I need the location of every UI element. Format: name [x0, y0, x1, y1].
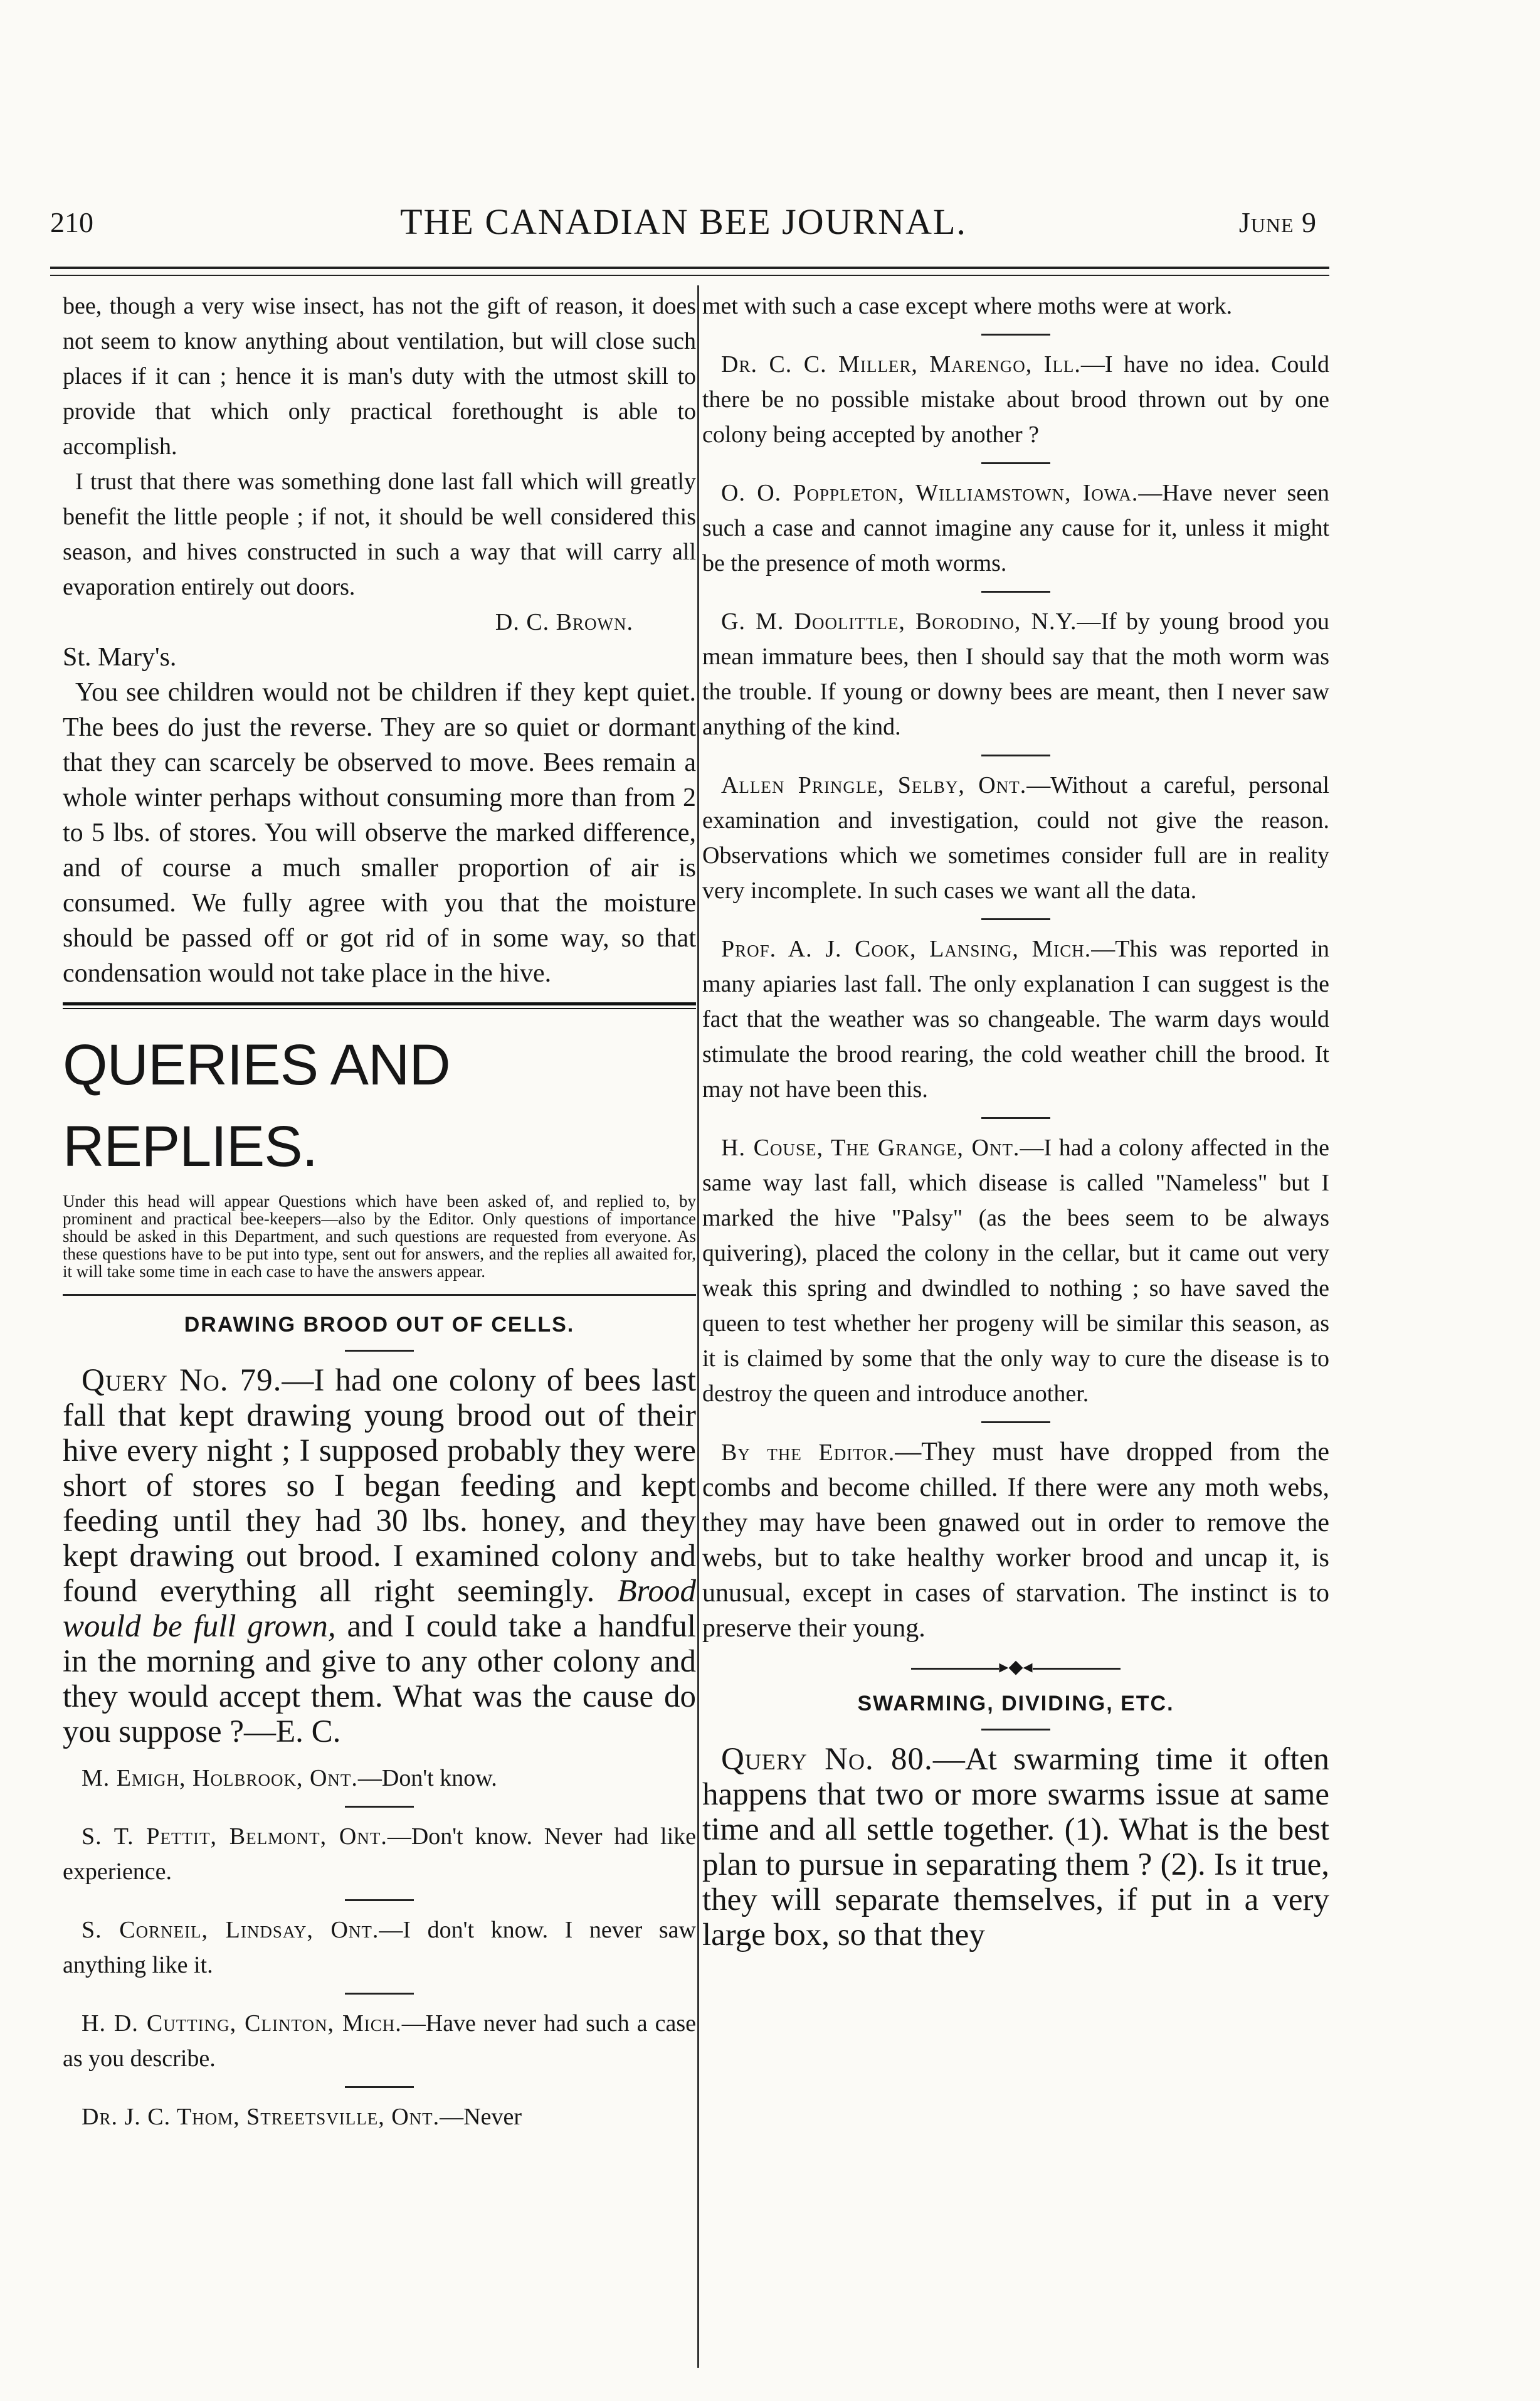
page-number: 210 — [50, 206, 93, 238]
reply-continued: met with such a case except where moths were at work. — [702, 293, 1233, 319]
reply-author: Dr. J. C. Thom, Streetsville, Ont. — [82, 2104, 440, 2130]
reply — [63, 2099, 696, 2134]
reply-text: —Have never had such a case as you describe. — [63, 2010, 696, 2072]
reply-author: H. Couse, The Grange, Ont. — [721, 1135, 1020, 1161]
reply-author: G. M. Doolittle, Borodino, N.Y. — [721, 608, 1077, 635]
divider-dash — [345, 1993, 414, 1995]
right-column — [702, 289, 1329, 1953]
reply-author: O. O. Poppleton, Williamstown, Iowa. — [721, 480, 1139, 506]
divider-dash — [981, 755, 1050, 756]
header-rule-top — [50, 267, 1329, 269]
reply-author: Allen Pringle, Selby, Ont. — [721, 772, 1027, 798]
query-lead: Query No. 79. — [82, 1363, 282, 1398]
divider-dash — [981, 1729, 1050, 1731]
query-text: —I had one colony of bees last fall that kept drawing young brood out of their hive every night ; I supposed probably they were short of stores so I began feeding and kept feeding until they had 30 lbs. honey, and they kept drawing out brood. I examined colony and found everything all right seemingly. — [63, 1363, 696, 1609]
divider-dash — [981, 1421, 1050, 1423]
query-subheading: SWARMING, DIVIDING, ETC. — [857, 1692, 1174, 1715]
reply — [702, 475, 1329, 581]
reply — [702, 604, 1329, 745]
divider-dash — [345, 1806, 414, 1808]
reply-text: —I have no idea. Could there be no possible mistake about brood thrown out by one colony being accepted by another ? — [702, 351, 1329, 448]
reply — [63, 1912, 696, 1983]
reply-text: —If by young brood you mean immature bees, then I should say that the moth worm was the trouble. If young or downy bees are meant, then I never saw anything of the kind. — [702, 608, 1330, 740]
article-paragraph: I trust that there was something done last fall which will greatly benefit the little people ; if not, it should be well considered this season, and hives constructed in such a way that will carry all evaporation entirely out doors. — [63, 469, 696, 600]
left-column — [63, 289, 696, 2134]
author-signature: D. C. Brown. — [495, 609, 633, 635]
reply — [63, 1761, 696, 1796]
reply — [702, 931, 1329, 1107]
reply — [702, 768, 1329, 908]
reply-author: Prof. A. J. Cook, Lansing, Mich. — [721, 936, 1092, 962]
reply-author: H. D. Cutting, Clinton, Mich. — [82, 2010, 402, 2037]
issue-date: June 9 — [1238, 206, 1317, 238]
header-rule-bottom — [50, 275, 1329, 276]
query-subheading: DRAWING BROOD OUT OF CELLS. — [184, 1313, 575, 1337]
reply-author: By the Editor. — [721, 1439, 895, 1466]
reply — [63, 2006, 696, 2076]
reply-text: —Don't know. Never had like experience. — [63, 1823, 697, 1885]
page-header — [50, 201, 1317, 251]
divider-dash — [981, 1117, 1050, 1119]
reply-text: —They must have dropped from the combs and become chilled. If there were any moth webs, they may have been gnawed out in order to remove the webs, but to take healthy worker brood and uncap it, is unusual, except in cases of starvation. The instinct is to preserve their young. — [702, 1438, 1329, 1643]
divider-dash — [981, 334, 1050, 336]
divider-dash — [345, 2086, 414, 2088]
intro-rule — [63, 1294, 696, 1296]
reply-text: —Have never seen such a case and cannot imagine any cause for it, unless it might be the presence of moth worms. — [702, 480, 1329, 576]
editor-note: You see children would not be children if they kept quiet. The bees do just the reverse. They are so quiet or dormant that they can scarcely be observed to move. Bees remain a whole winter perhaps without consuming more than from 2 to 5 lbs. of stores. You will observe the marked difference, and of course a much smaller proportion of air is consumed. We fully agree with you that the moisture should be passed off or got rid of in some way, so that condensation would not take place in the hive. — [63, 678, 696, 988]
section-intro: Under this head will appear Questions which have been asked of, and replied to, by prominent and practical bee-keepers—also by the Editor. Only questions of importance should be asked in this Department, and such questions are requested from everyone. As these questions have to be put into type, sent out for answers, and the replies all awaited for, it will take some time in each case to have the answers appear. — [63, 1192, 696, 1281]
divider-dash — [345, 1350, 414, 1352]
reply-author: S. T. Pettit, Belmont, Ont. — [82, 1823, 388, 1850]
reply — [702, 1130, 1329, 1411]
query-lead: Query No. 80. — [721, 1742, 933, 1777]
divider-dash — [981, 918, 1050, 920]
divider-dash — [345, 1899, 414, 1901]
reply-text: —Don't know. — [357, 1765, 497, 1791]
column-divider — [697, 285, 699, 2368]
reply-text: —Without a careful, personal examination and investigation, could not give the reason. Observations which we sometimes consider full are in reality very incomplete. In such cases we want all the data. — [702, 772, 1329, 904]
reply-text: —I don't know. I never saw anything like it. — [63, 1917, 696, 1978]
section-rule — [63, 1002, 696, 1009]
reply-author: Dr. C. C. Miller, Marengo, Ill. — [721, 351, 1081, 378]
reply-text: —Never — [440, 2104, 522, 2130]
ornament-rule: ▸◆◂ — [702, 1655, 1329, 1680]
reply-text: —I had a colony affected in the same way last fall, which disease is called "Nameless" but I marked the hive "Palsy" (as the bees seem to be always quivering), placed the colony in the cellar, but it came out very weak this spring and dwindled to nothing ; so have saved the queen to test whether her progeny will be similar this season, as it is claimed by some that the only way to cure the disease is to destroy the queen and introduce another. — [702, 1135, 1329, 1407]
article-paragraph: bee, though a very wise insect, has not the gift of reason, it does not seem to know anything about ventilation, but will close such places if it can ; hence it is man's duty with the utmost skill to provide that which only practical forethought is able to accomplish. — [63, 293, 696, 460]
journal-title: THE CANADIAN BEE JOURNAL. — [400, 201, 967, 242]
author-place: St. Mary's. — [63, 643, 177, 672]
reply — [63, 1819, 696, 1889]
reply-text: —This was reported in many apiaries last fall. The only explanation I can suggest is the fact that the weather was so changeable. The warm days would stimulate the brood rearing, the cold weather chill the brood. It may not have been this. — [702, 936, 1329, 1103]
reply-author: M. Emigh, Holbrook, Ont. — [82, 1765, 358, 1791]
reply — [702, 347, 1329, 452]
query-79 — [63, 1363, 696, 1749]
divider-dash — [981, 591, 1050, 593]
divider-dash — [981, 462, 1050, 464]
query-text-end: and I could take a handful in the morning and give to any other colony and they would accept them. What was the cause do you suppose ?—E. C. — [63, 1609, 696, 1749]
reply-author: S. Corneil, Lindsay, Ont. — [82, 1917, 379, 1943]
section-title: QUERIES AND REPLIES. — [63, 1033, 450, 1179]
editor-reply — [702, 1434, 1329, 1646]
query-80 — [702, 1742, 1329, 1953]
query-italic: Brood would be full grown, — [63, 1574, 696, 1644]
query-text: —At swarming time it often happens that two or more swarms issue at same time and all settle together. (1). What is the best plan to pursue in separating them ? (2). Is it true, they will separate themselves, if put in a very large box, so that they — [702, 1742, 1329, 1953]
